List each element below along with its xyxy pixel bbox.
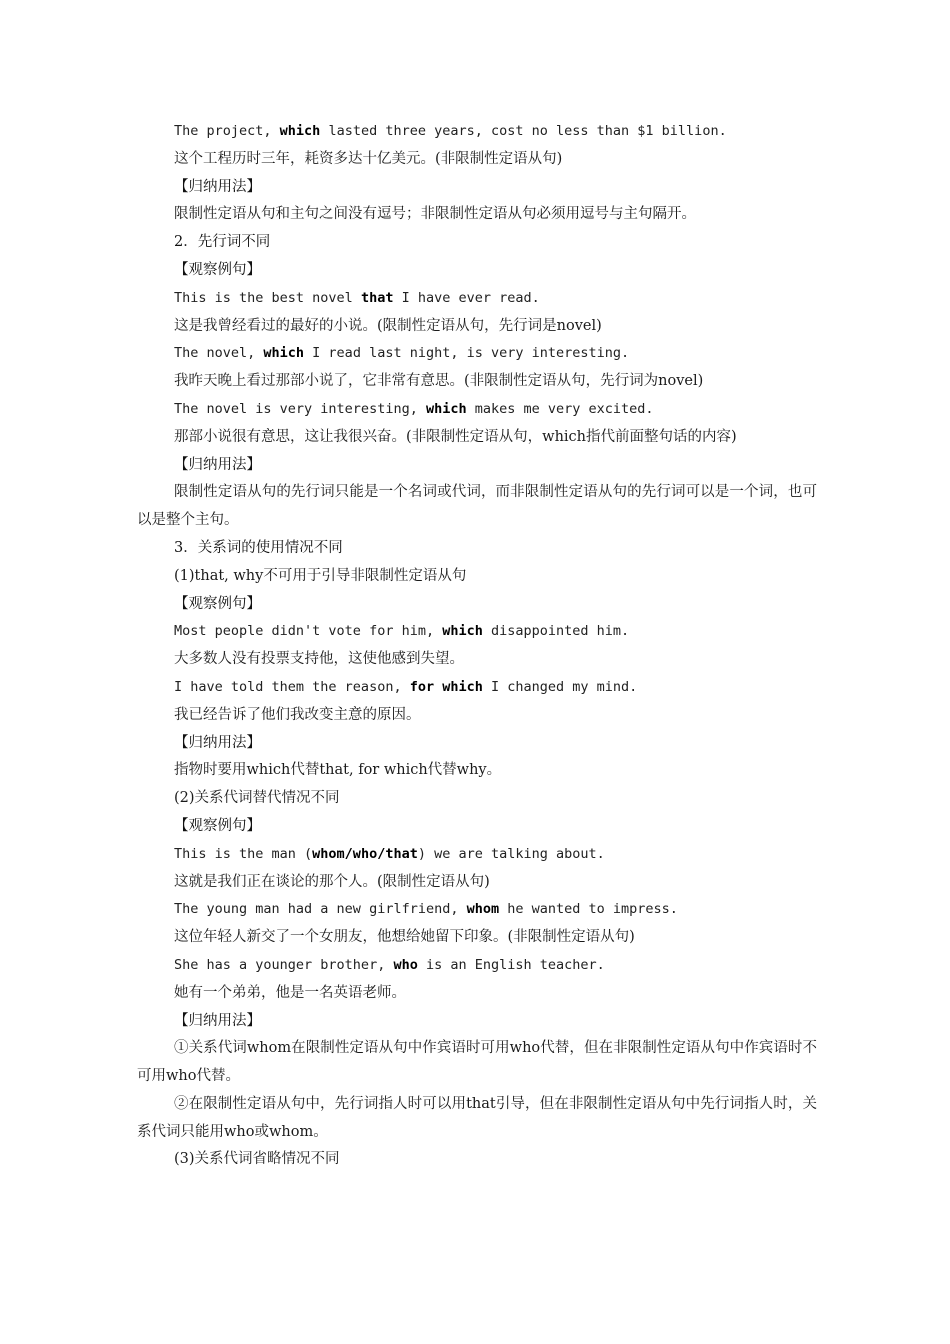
relative-word: which — [425, 400, 467, 417]
example-translation-zh: 大多数人没有投票支持他，这使他感到失望。 — [174, 651, 464, 668]
relative-word: which — [442, 623, 483, 640]
example-sentence-en: This is the best novel that I have ever read. — [174, 289, 540, 306]
relative-word: whom — [466, 901, 500, 918]
example-sentence-en: She has a younger brother, who is an English teacher. — [174, 956, 605, 973]
summary-label: 【归纳用法】 — [174, 734, 261, 751]
example-translation-zh: 我已经告诉了他们我改变主意的原因。 — [174, 706, 421, 723]
summary-text: 限制性定语从句和主句之间没有逗号；非限制性定语从句必须用逗号与主句隔开。 — [174, 206, 696, 223]
document-page — [137, 118, 817, 1174]
observe-label: 【观察例句】 — [174, 261, 261, 278]
example-sentence-en: The young man had a new girlfriend, whom he wanted to impress. — [174, 901, 678, 918]
subsection-heading: (1)that, why不可用于引导非限制性定语从句 — [174, 567, 467, 584]
section-heading-2: 2．先行词不同 — [174, 234, 271, 251]
section-heading-3: 3．关系词的使用情况不同 — [174, 539, 343, 556]
example-sentence-en: I have told them the reason, for which I changed my mind. — [174, 678, 638, 695]
example-translation-zh: 这个工程历时三年，耗资多达十亿美元。(非限制性定语从句) — [174, 150, 563, 167]
relative-word: who — [393, 956, 418, 973]
relative-word: whom/who/that — [312, 845, 418, 862]
summary-label: 【归纳用法】 — [174, 1012, 261, 1029]
example-translation-zh: 这位年轻人新交了一个女朋友，他想给她留下印象。(非限制性定语从句) — [174, 929, 635, 946]
example-translation-zh: 她有一个弟弟，他是一名英语老师。 — [174, 984, 406, 1001]
subsection-heading: (3)关系代词省略情况不同 — [174, 1151, 340, 1168]
relative-word: which — [263, 345, 305, 362]
example-translation-zh: 那部小说很有意思，这让我很兴奋。(非限制性定语从句，which指代前面整句话的内容) — [174, 428, 737, 445]
example-sentence-en: This is the man (whom/who/that) we are talking about. — [174, 845, 605, 862]
relative-word: for which — [409, 678, 483, 695]
example-translation-zh: 这是我曾经看过的最好的小说。(限制性定语从句，先行词是novel) — [174, 317, 602, 334]
relative-word: which — [279, 123, 321, 139]
summary-label: 【归纳用法】 — [174, 456, 261, 473]
summary-label: 【归纳用法】 — [174, 178, 261, 195]
example-sentence-en: The novel is very interesting, which makes me very excited. — [174, 400, 654, 417]
observe-label: 【观察例句】 — [174, 595, 261, 612]
summary-text: ①关系代词whom在限制性定语从句中作宾语时可用who代替，但在非限制性定语从句中作宾语时不可用who代替。 — [137, 1040, 817, 1085]
observe-label: 【观察例句】 — [174, 817, 261, 834]
summary-text: 指物时要用which代替that, for which代替why。 — [174, 762, 502, 779]
summary-text: 限制性定语从句的先行词只能是一个名词或代词，而非限制性定语从句的先行词可以是一个词，也可以是整个主句。 — [137, 484, 817, 529]
example-translation-zh: 这就是我们正在谈论的那个人。(限制性定语从句) — [174, 873, 490, 890]
example-sentence-en: Most people didn't vote for him, which disappointed him. — [174, 623, 630, 640]
subsection-heading: (2)关系代词替代情况不同 — [174, 790, 340, 807]
summary-text: ②在限制性定语从句中，先行词指人时可以用that引导，但在非限制性定语从句中先行词指人时，关系代词只能用who或whom。 — [137, 1095, 817, 1140]
example-sentence-en: The project, which lasted three years, cost no less than $1 billion. — [174, 123, 727, 139]
example-translation-zh: 我昨天晚上看过那部小说了，它非常有意思。(非限制性定语从句，先行词为novel) — [174, 373, 704, 390]
relative-word: that — [360, 289, 394, 306]
example-sentence-en: The novel, which I read last night, is very interesting. — [174, 345, 630, 362]
